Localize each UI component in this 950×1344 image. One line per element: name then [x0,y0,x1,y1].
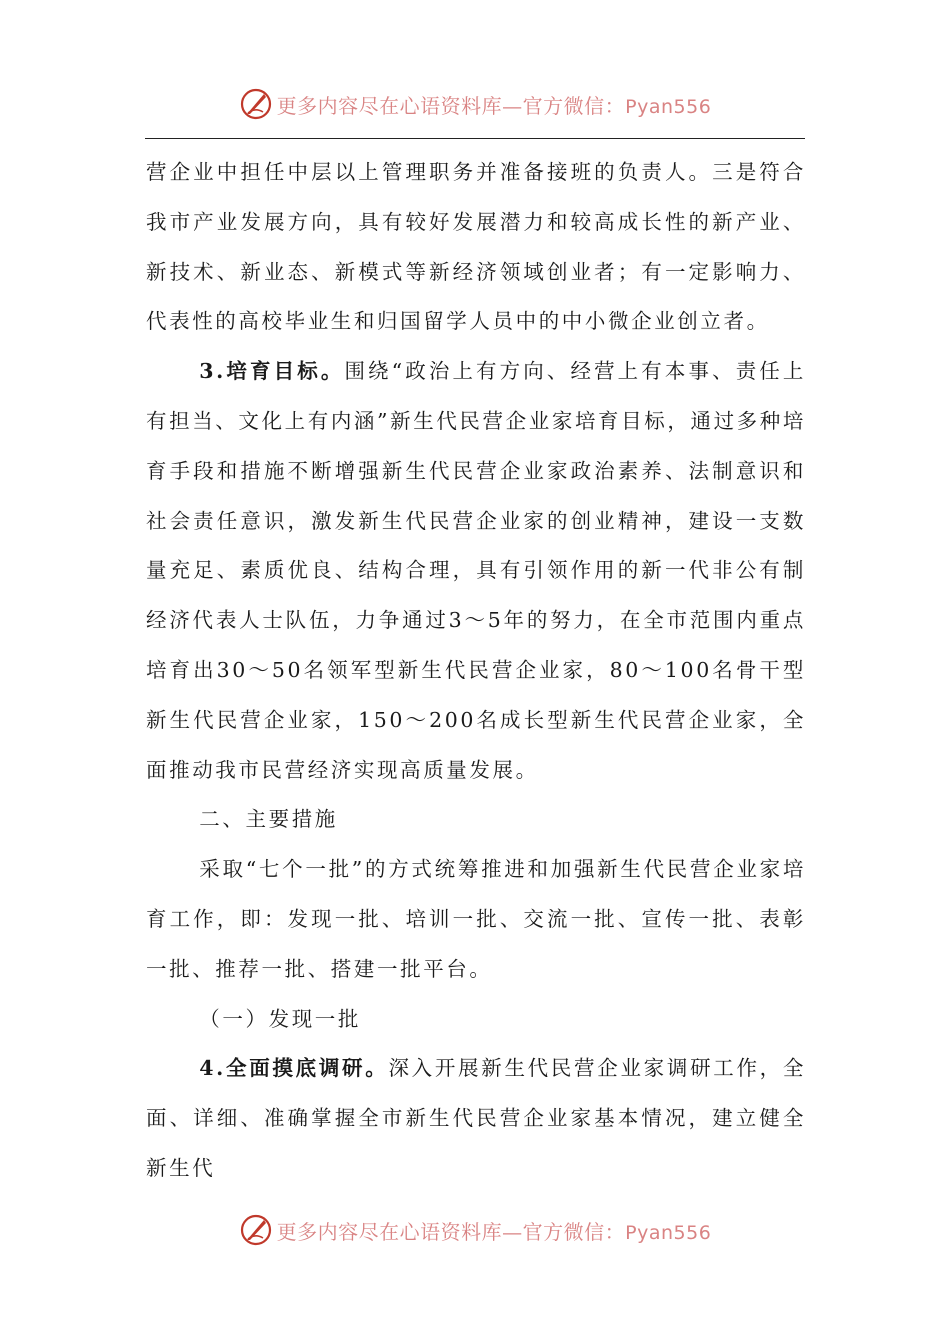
paragraph-survey [146,1044,806,1193]
paragraph-continued: 营企业中担任中层以上管理职务并准备接班的负责人。三是符合我市产业发展方向，具有较好发展潜力和较高成长性的新产业、新技术、新业态、新模式等新经济领域创业者；有一定影响力、代表性的高校毕业生和归国留学人员中的中小微企业创立者。 [146,160,806,334]
goal-body: 围绕“政治上有方向、经营上有本事、责任上有担当、文化上有内涵”新生代民营企业家培育目标，通过多种培育手段和措施不断增强新生代民营企业家政治素养、法制意识和社会责任意识，激发新生代民营企业家的创业精神，建设一支数量充足、素质优良、结构合理，具有引领作用的新一代非公有制经济代表人士队伍，力争通过3～5年的努力，在全市范围内重点培育出30～50名领军型新生代民营企业家，80～100名骨干型新生代民营企业家，150～200名成长型新生代民营企业家，全面推动我市民营经济实现高质量发展。 [146,359,806,782]
survey-body: 深入开展新生代民营企业家调研工作，全面、详细、准确掌握全市新生代民营企业家基本情况，建立健全新生代 [146,1056,806,1180]
watermark-text: 更多内容尽在心语资料库—官方微信： [276,1219,626,1244]
quill-logo-icon [239,1213,273,1247]
quill-logo-icon [239,87,273,121]
survey-heading: 4.全面摸底调研。 [199,1056,389,1081]
document-body [146,148,806,1194]
watermark-wechat-id: Pyan556 [625,1221,712,1244]
subsection-title-discover: （一）发现一批 [199,1006,361,1031]
paragraph-seven-batches: 采取“七个一批”的方式统筹推进和加强新生代民营企业家培育工作，即：发现一批、培训一批、交流一批、宣传一批、表彰一批、推荐一批、搭建一批平台。 [146,857,806,981]
header-watermark [0,84,950,124]
section-title-measures: 二、主要措施 [199,807,338,832]
footer-watermark [0,1210,950,1250]
watermark-text: 更多内容尽在心语资料库—官方微信： [276,93,626,118]
watermark-wechat-id: Pyan556 [625,95,712,118]
paragraph-goal [146,347,806,795]
goal-heading: 3.培育目标。 [199,359,345,384]
header-divider [145,138,805,139]
